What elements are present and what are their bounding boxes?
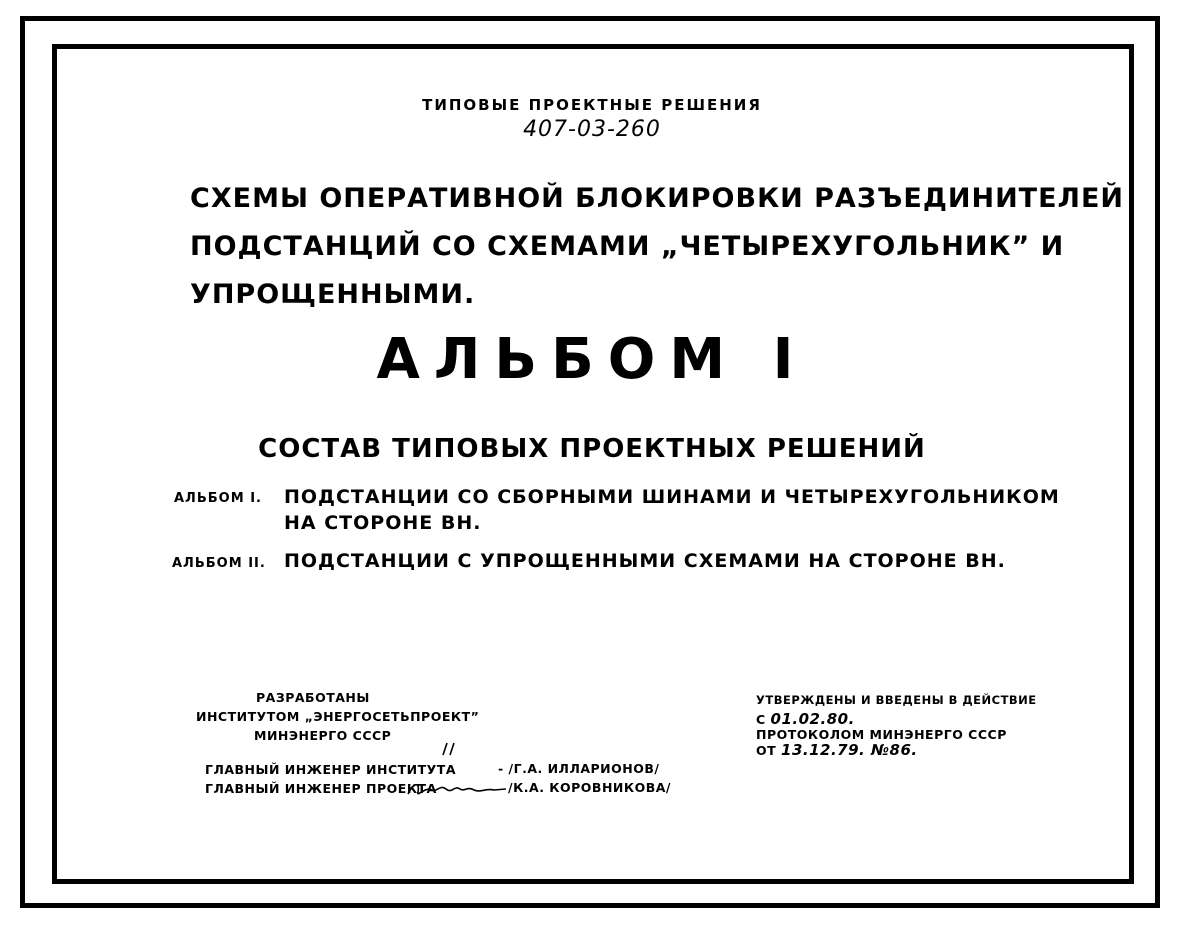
signature-dash: ‑: [498, 761, 509, 776]
title-line: СХЕМЫ ОПЕРАТИВНОЙ БЛОКИРОВКИ РАЗЪЕДИНИТЕЛЕЙ: [190, 183, 1124, 214]
approved-date-line: С 01.02.80.: [756, 710, 855, 728]
album-item-description: [284, 484, 1060, 536]
album-item-line: НА СТОРОНЕ ВН.: [284, 512, 482, 534]
album-item-line: ПОДСТАНЦИИ С УПРОЩЕННЫМИ СХЕМАМИ НА СТОРОНЕ ВН.: [284, 550, 1006, 572]
composition-heading: СОСТАВ ТИПОВЫХ ПРОЕКТНЫХ РЕШЕНИЙ: [258, 434, 926, 464]
handwritten-signature: [404, 778, 508, 800]
document-title: [190, 175, 1124, 319]
signatory-name: ‑ /Г.А. ИЛЛАРИОНОВ/: [498, 761, 660, 776]
approved-protocol: ПРОТОКОЛОМ МИНЭНЕРГО СССР: [756, 727, 1007, 742]
developed-institute: ИНСТИТУТОМ „ЭНЕРГОСЕТЬПРОЕКТ”: [196, 709, 480, 724]
approved-label: УТВЕРЖДЕНЫ И ВВЕДЕНЫ В ДЕЙСТВИЕ: [756, 693, 1037, 707]
title-line: УПРОЩЕННЫМИ.: [190, 279, 476, 310]
approved-protocol-line: ОТ 13.12.79. №86.: [756, 741, 918, 759]
album-item-description: [284, 548, 1006, 574]
signature-mark: [438, 741, 458, 757]
document-code: 407-03-260: [523, 117, 661, 142]
developed-label: РАЗРАБОТАНЫ: [256, 690, 370, 705]
signatory-role: ГЛАВНЫЙ ИНЖЕНЕР ПРОЕКТА: [205, 781, 437, 796]
signatory-role: ГЛАВНЫЙ ИНЖЕНЕР ИНСТИТУТА: [205, 762, 457, 777]
album-item-label: АЛЬБОМ II.: [172, 556, 266, 571]
developed-ministry: МИНЭНЕРГО СССР: [254, 728, 392, 743]
approved-date: 01.02.80.: [770, 710, 855, 728]
protocol-date-number: 13.12.79. №86.: [781, 741, 918, 759]
album-item-label: АЛЬБОМ I.: [174, 491, 262, 506]
album-item-line: ПОДСТАНЦИИ СО СБОРНЫМИ ШИНАМИ И ЧЕТЫРЕХУГОЛЬНИКОМ: [284, 486, 1060, 508]
album-number: АЛЬБОМ I: [376, 327, 808, 392]
inner-border: [52, 44, 1134, 884]
signatory-name: /К.А. КОРОВНИКОВА/: [508, 780, 671, 795]
title-line: ПОДСТАНЦИЙ СО СХЕМАМИ „ЧЕТЫРЕХУГОЛЬНИК” И: [190, 231, 1065, 262]
series-title: ТИПОВЫЕ ПРОЕКТНЫЕ РЕШЕНИЯ: [422, 96, 762, 114]
